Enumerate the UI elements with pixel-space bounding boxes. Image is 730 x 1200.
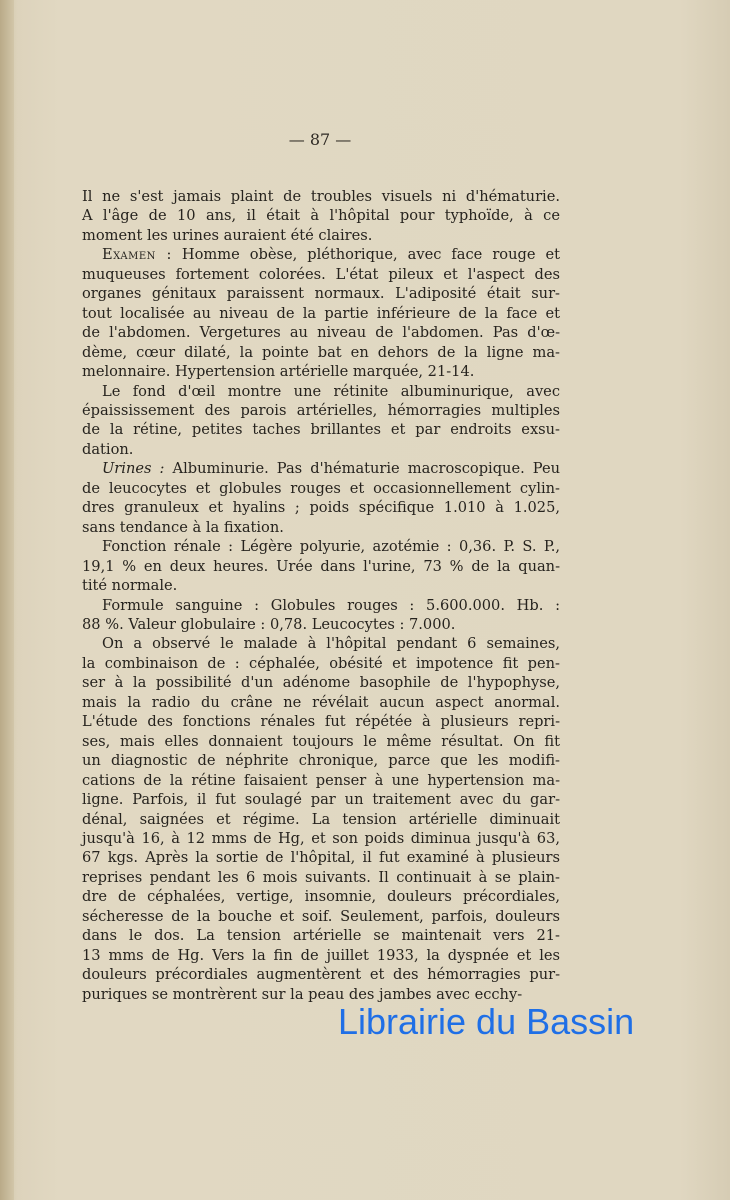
text-line: Fonction rénale : Légère polyurie, azotémie : 0,36. P. S. P., — [102, 538, 560, 556]
page-gutter — [0, 0, 14, 1200]
body-text — [82, 187, 560, 1004]
text-line: puriques se montrèrent sur la peau des jambes avec ecchy- — [82, 985, 523, 1003]
paragraph — [82, 634, 560, 1004]
text-line: dres granuleux et hyalins ; poids spécifique 1.010 à 1.025, — [82, 499, 560, 517]
text-line: L'étude des fonctions rénales fut répétée à plusieurs repri- — [82, 713, 560, 731]
text-line: ser à la possibilité d'un adénome basophile de l'hypophyse, — [82, 674, 560, 692]
text-line: Urines : Albuminurie. Pas d'hématurie macroscopique. Peu — [102, 460, 560, 478]
text-line: moment les urines auraient été claires. — [82, 226, 373, 244]
text-line: de leucocytes et globules rouges et occasionnellement cylin- — [82, 479, 560, 497]
text-line: cations de la rétine faisaient penser à une hypertension ma- — [82, 771, 560, 789]
text-line: Examen : Homme obèse, pléthorique, avec face rouge et — [102, 246, 560, 264]
text-line: dre de céphalées, vertige, insomnie, douleurs précordiales, — [82, 888, 560, 906]
text-line: de l'abdomen. Vergetures au niveau de l'abdomen. Pas d'œ- — [82, 324, 560, 342]
text-line: tout localisée au niveau de la partie inférieure de la face et — [82, 304, 560, 322]
paragraph — [82, 596, 560, 635]
text-line: 88 %. Valeur globulaire : 0,78. Leucocytes : 7.000. — [82, 615, 456, 633]
text-line: On a observé le malade à l'hôpital pendant 6 semaines, — [102, 635, 560, 653]
text-line: Il ne s'est jamais plaint de troubles visuels ni d'hématurie. — [82, 188, 560, 205]
page-number: — 87 — — [288, 130, 352, 149]
text-line: muqueuses fortement colorées. L'état pileux et l'aspect des — [82, 265, 560, 283]
paragraph — [82, 187, 560, 245]
watermark: Librairie du Bassin — [338, 1001, 635, 1042]
text-line: jusqu'à 16, à 12 mms de Hg, et son poids diminua jusqu'à 63, — [82, 829, 560, 847]
text-line: ses, mais elles donnaient toujours le même résultat. On fit — [82, 732, 560, 750]
text-line: la combinaison de : céphalée, obésité et impotence fit pen- — [82, 654, 560, 672]
text-line: de la rétine, petites taches brillantes et par endroits exsu- — [82, 421, 560, 439]
text-line: melonnaire. Hypertension artérielle marquée, 21-14. — [82, 363, 475, 381]
text-line: A l'âge de 10 ans, il était à l'hôpital pour typhoïde, à ce — [82, 207, 560, 225]
text-line: dation. — [82, 440, 134, 458]
paragraph — [82, 245, 560, 381]
text-line: Le fond d'œil montre une rétinite albuminurique, avec — [102, 382, 560, 400]
text-line: un diagnostic de néphrite chronique, parce que les modifi- — [82, 752, 560, 770]
text-line: dans le dos. La tension artérielle se maintenait vers 21- — [82, 927, 560, 945]
text-line: reprises pendant les 6 mois suivants. Il continuait à se plain- — [82, 868, 560, 886]
text-line: sans tendance à la fixation. — [82, 518, 284, 536]
text-line: dénal, saignées et régime. La tension artérielle diminuait — [82, 810, 560, 828]
text-line: Formule sanguine : Globules rouges : 5.600.000. Hb. : — [102, 596, 560, 614]
text-line: mais la radio du crâne ne révélait aucun aspect anormal. — [82, 693, 560, 711]
paragraph-label: Examen : — [102, 246, 172, 264]
text-line: organes génitaux paraissent normaux. L'adiposité était sur- — [82, 285, 560, 303]
paragraph-label: Urines : — [102, 460, 165, 478]
text-line: dème, cœur dilaté, la pointe bat en dehors de la ligne ma- — [82, 343, 560, 361]
text-line: épaississement des parois artérielles, hémorragies multiples — [82, 401, 560, 419]
paragraph — [82, 382, 560, 460]
text-line: 67 kgs. Après la sortie de l'hôpital, il fut examiné à plusieurs — [82, 849, 560, 867]
text-line: tité normale. — [82, 577, 178, 595]
text-line: ligne. Parfois, il fut soulagé par un traitement avec du gar- — [82, 791, 560, 809]
paragraph — [82, 537, 560, 595]
text-line: sécheresse de la bouche et soif. Seulement, parfois, douleurs — [82, 907, 560, 925]
text-line: 19,1 % en deux heures. Urée dans l'urine, 73 % de la quan- — [82, 557, 560, 575]
paragraph — [82, 459, 560, 537]
text-line: douleurs précordiales augmentèrent et des hémorragies pur- — [82, 966, 560, 984]
text-line: 13 mms de Hg. Vers la fin de juillet 1933, la dyspnée et les — [82, 946, 560, 964]
